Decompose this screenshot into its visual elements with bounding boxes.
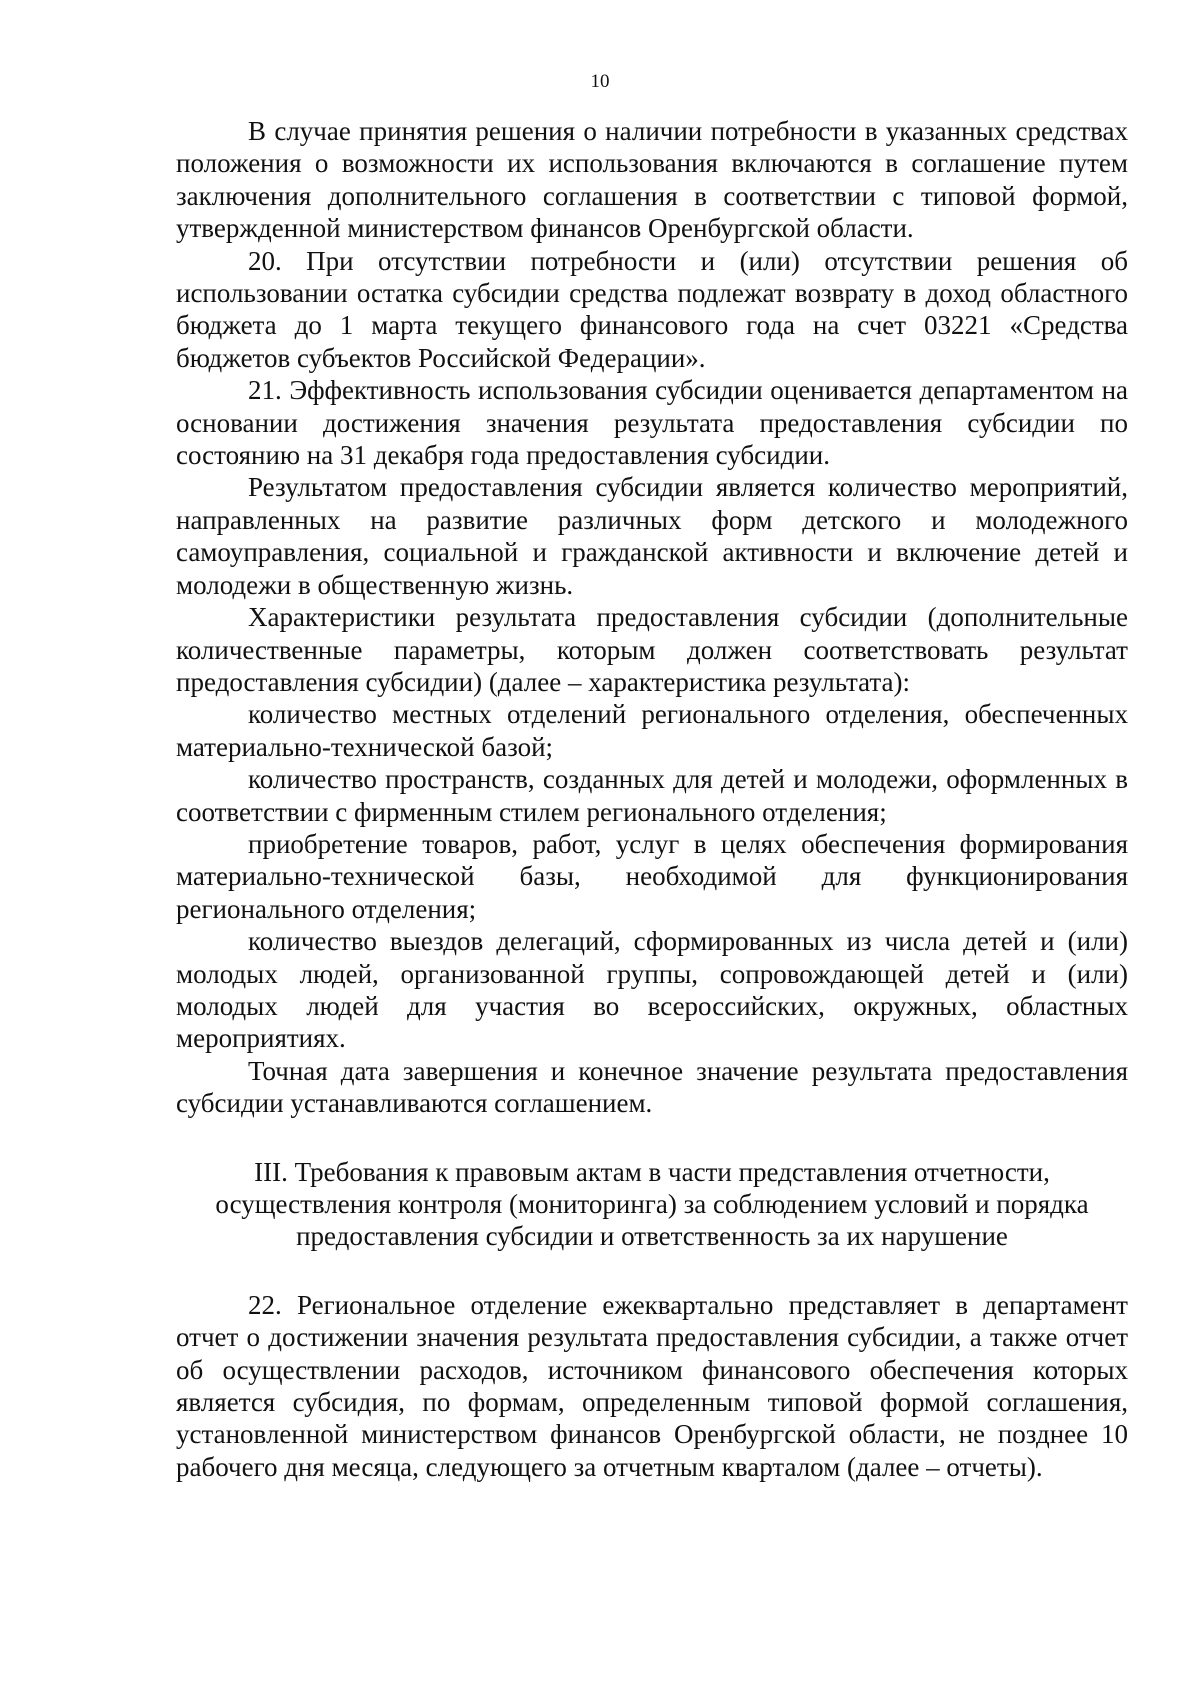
list-item-purchases: приобретение товаров, работ, услуг в целях обеспечения формирования материально-технической базы, необходимой для функционирования регионального отделения; [176,828,1128,924]
paragraph-result-characteristics: Характеристики результата предоставления субсидии (дополнительные количественные параметры, которым должен соответствовать результат предоставления субсидии) (далее – характеристика результата): [176,602,1128,697]
list-item-delegations: количество выездов делегаций, сформированных из числа детей и (или) молодых людей, организованной группы, сопровождающей детей и (или) молодых людей для участия во всероссийских, окружных, областных мероприятиях. [176,926,1128,1054]
document-body [176,115,1128,1483]
page-number: 10 [590,71,610,92]
paragraph-needs-decision: В случае принятия решения о наличии потребности в указанных средствах положения о возможности их использования включаются в соглашение путем заключения дополнительного соглашения в соответствии с типовой формой, утвержденной министерством финансов Оренбургской области. [176,116,1128,244]
section-heading: III. Требования к правовым актам в части представления отчетности, осуществления контроля (мониторинга) за соблюдением условий и порядка предоставления субсидии и ответственность за их нарушение [215,1156,1089,1252]
paragraph-item-21: 21. Эффективность использования субсидии оценивается департаментом на основании достижения значения результата предоставления субсидии по состоянию на 31 декабря года предоставления субсидии. [176,375,1128,471]
paragraph-item-20: 20. При отсутствии потребности и (или) отсутствии решения об использовании остатка субсидии средства подлежат возврату в доход областного бюджета до 1 марта текущего финансового года на счет 03221 «Средства бюджетов субъектов Российской Федерации». [176,245,1128,373]
list-item-spaces: количество пространств, созданных для детей и молодежи, оформленных в соответствии с фирменным стилем регионального отделения; [176,764,1128,827]
paragraph-result: Результатом предоставления субсидии является количество мероприятий, направленных на развитие различных форм детского и молодежного самоуправления, социальной и гражданской активности и включение детей и молодежи в общественную жизнь. [176,472,1128,600]
paragraph-item-22: 22. Региональное отделение ежеквартально представляет в департамент отчет о достижении значения результата предоставления субсидии, а также отчет об осуществлении расходов, источником финансового обеспечения которых является субсидия, по формам, определенным типовой формой соглашения, установленной министерством финансов Оренбургской области, не позднее 10 рабочего дня месяца, следующего за отчетным кварталом (далее – отчеты). [176,1289,1128,1482]
list-item-local-branches: количество местных отделений регионального отделения, обеспеченных материально-технической базой; [176,699,1128,762]
paragraph-completion-date: Точная дата завершения и конечное значение результата предоставления субсидии устанавливаются соглашением. [176,1055,1128,1119]
